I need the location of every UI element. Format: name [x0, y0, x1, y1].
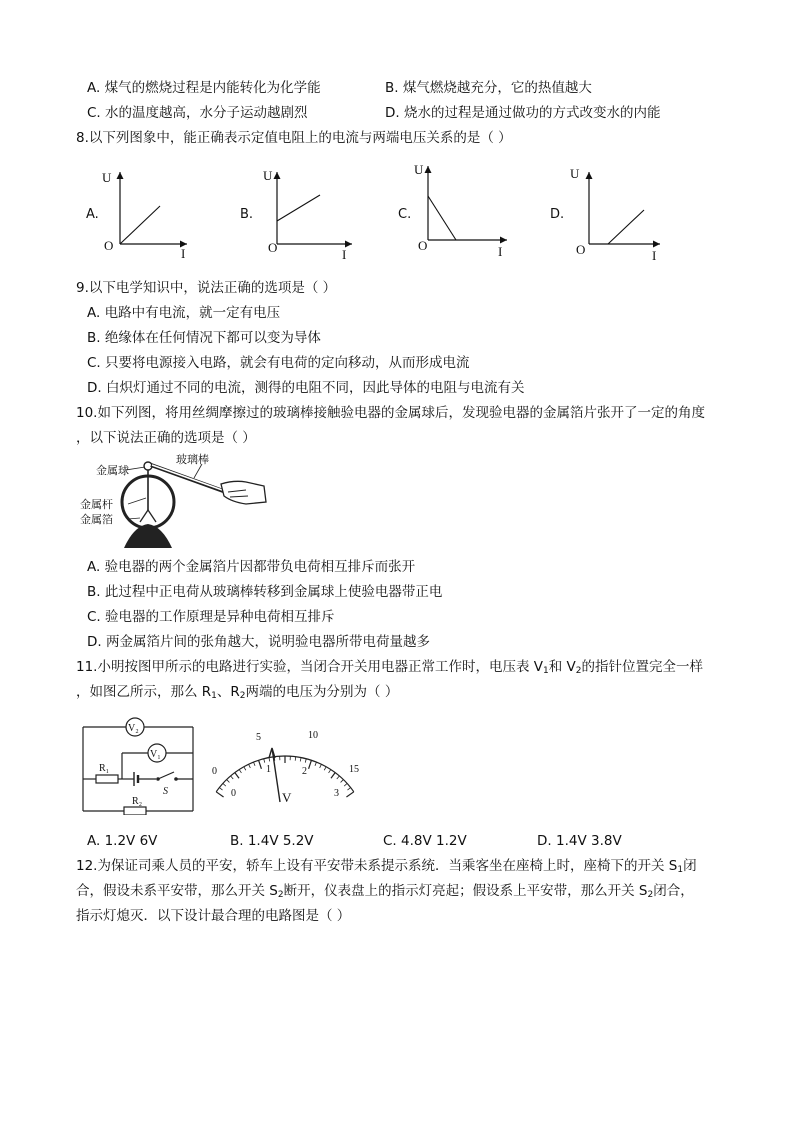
dial-tick [239, 770, 241, 773]
q9-stem: 9.以下电学知识中，说法正确的选项是（ ） [76, 280, 337, 296]
hand [221, 481, 266, 504]
label-metal-ball: 金属球 [96, 464, 129, 477]
q10-electroscope-figure [76, 452, 276, 554]
q8-graph-c-label: C. [398, 207, 412, 222]
dial-tick [324, 767, 326, 770]
q8-graph-c-line [428, 196, 456, 240]
dial-tick [344, 783, 347, 786]
resistor-r1 [96, 775, 118, 783]
dial-lower-1: 1 [266, 764, 271, 775]
q8-graph-c [398, 162, 507, 259]
q9-option-a: A. 电路中有电流，就一定有电压 [87, 305, 281, 321]
q9-option-c: C. 只要将电源接入电路，就会有电荷的定向移动，从而形成电流 [87, 355, 470, 371]
q8-graph-c-origin: O [418, 238, 428, 253]
q10-option-b: B. 此过程中正电荷从玻璃棒转移到金属球上使验电器带正电 [87, 584, 443, 600]
label-metal-foil: 金属箔 [80, 513, 113, 526]
dial-tick [329, 770, 331, 773]
r1-label: R₁ [99, 763, 110, 774]
q8-graph-a-line [120, 206, 160, 244]
q9-option-d: D. 白炽灯通过不同的电流，测得的电阻不同，因此导体的电阻与电流有关 [87, 380, 525, 396]
q11-voltmeter-dial [206, 722, 364, 814]
dial-tick [249, 764, 251, 768]
q8-graph-d-line [608, 210, 644, 244]
q11-option-b: B. 1.4V 5.2V [230, 833, 314, 849]
dial-tick [347, 788, 350, 790]
dial-tick [309, 760, 312, 769]
q8-graph-a-label: A. [86, 207, 99, 222]
q8-graph-b-label: B. [240, 207, 254, 222]
dial-upper-10: 10 [308, 730, 318, 741]
dial-lower-0: 0 [231, 788, 236, 799]
label-metal-stem: 金属杆 [80, 498, 113, 511]
q8-graph-c-y: U [414, 162, 424, 177]
dial-tick [331, 773, 335, 779]
q12-line3: 指示灯熄灭．以下设计最合理的电路图是（ ） [76, 908, 351, 924]
q8-graph-d-origin: O [576, 242, 586, 257]
q11-option-d: D. 1.4V 3.8V [537, 833, 622, 849]
dial-tick [235, 773, 239, 779]
dial-tick [315, 762, 316, 766]
dial-tick [346, 792, 353, 797]
q8-graphs [80, 158, 680, 266]
dial-tick [227, 780, 230, 783]
q7-option-d: D. 烧水的过程是通过做功的方式改变水的内能 [385, 105, 661, 121]
q8-graph-b [240, 168, 352, 262]
q12-line1: 12.为保证司乘人员的平安，轿车上设有平安带未系提示系统．当乘客坐在座椅上时，座椅下的开关 $S_1$闭 [76, 858, 697, 875]
q11-stem-line1: 11.小明按图甲所示的电路进行实验，当闭合开关用电器正常工作时，电压表 $V_1$和 $V_2$的指针位置完全一样 [76, 659, 703, 676]
foil-left [140, 510, 148, 522]
q10-stem-line2: ，以下说法正确的选项是（ ） [76, 430, 256, 446]
q8-stem: 8.以下列图象中，能正确表示定值电阻上的电流与两端电压关系的是（ ） [76, 130, 512, 146]
dial-tick [337, 776, 340, 779]
q8-graph-b-line [277, 195, 320, 221]
q10-option-d: D. 两金属箔片间的张角越大，说明验电器所带电荷量越多 [87, 634, 430, 650]
r2-label: R₂ [132, 796, 143, 807]
q12-line2: 合，假设未系平安带，那么开关 $S_2$断开，仪表盘上的指示灯亮起；假设系上平安带，那么开关 $S_2$闭合， [76, 883, 694, 900]
q8-graph-d [550, 166, 660, 263]
v1-label: V₁ [150, 749, 161, 760]
q8-graph-a-y: U [102, 170, 112, 185]
dial-tick [300, 758, 301, 762]
dial-upper-5: 5 [256, 732, 261, 743]
q8-graph-a-x: I [181, 246, 186, 261]
q8-graph-a [86, 170, 187, 261]
dial-tick [264, 759, 265, 763]
q10-option-a: A. 验电器的两个金属箔片因都带负电荷相互排斥而张开 [87, 559, 416, 575]
q7-option-b: B. 煤气燃烧越充分，它的热值越大 [385, 80, 592, 96]
resistor-r2 [124, 807, 146, 815]
q8-graph-d-label: D. [550, 207, 565, 222]
dial-upper-15: 15 [349, 764, 359, 775]
q7-option-c: C. 水的温度越高，水分子运动越剧烈 [87, 105, 308, 121]
dial-tick [305, 759, 306, 763]
foil-right [148, 510, 156, 522]
dial-unit: V [282, 790, 292, 805]
q7-option-a: A. 煤气的燃烧过程是内能转化为化学能 [87, 80, 321, 96]
q8-graph-d-x: I [652, 248, 657, 263]
dial-lower-2: 2 [302, 766, 307, 777]
dial-tick [254, 762, 255, 766]
q11-circuit-diagram [80, 715, 200, 815]
q9-option-b: B. 绝缘体在任何情况下都可以变为导体 [87, 330, 321, 346]
q11-stem-line2: ，如图乙所示，那么 $R_1$、$R_2$两端的电压为分别为（ ） [76, 684, 399, 701]
v2-label: V₂ [128, 723, 139, 734]
q8-graph-b-x: I [342, 247, 347, 262]
dial-tick [244, 767, 246, 770]
dial-tick [320, 764, 322, 768]
dial-tick [295, 757, 296, 761]
dial-lower-3: 3 [334, 788, 339, 799]
dial-tick [259, 760, 262, 769]
q8-graph-d-y: U [570, 166, 580, 181]
q11-option-c: C. 4.8V 1.2V [383, 833, 467, 849]
dial-tick [341, 780, 344, 783]
dial-tick [219, 788, 222, 790]
dial-upper-0: 0 [212, 766, 217, 777]
s-label: S [163, 786, 168, 797]
q8-graph-c-x: I [498, 244, 503, 259]
dial-tick [223, 783, 226, 786]
q11-option-a: A. 1.2V 6V [87, 833, 158, 849]
q10-stem-line1: 10.如下列图，将用丝绸摩擦过的玻璃棒接触验电器的金属球后，发现验电器的金属箔片张开了一定的角度 [76, 405, 705, 421]
q8-graph-a-origin: O [104, 238, 114, 253]
label-glass-rod: 玻璃棒 [176, 453, 209, 466]
q8-graph-b-y: U [263, 168, 273, 183]
switch-s [158, 772, 174, 779]
dial-tick [231, 776, 234, 779]
q10-option-c: C. 验电器的工作原理是异种电荷相互排斥 [87, 609, 335, 625]
dial-tick [216, 792, 223, 797]
q8-graph-b-origin: O [268, 240, 278, 255]
